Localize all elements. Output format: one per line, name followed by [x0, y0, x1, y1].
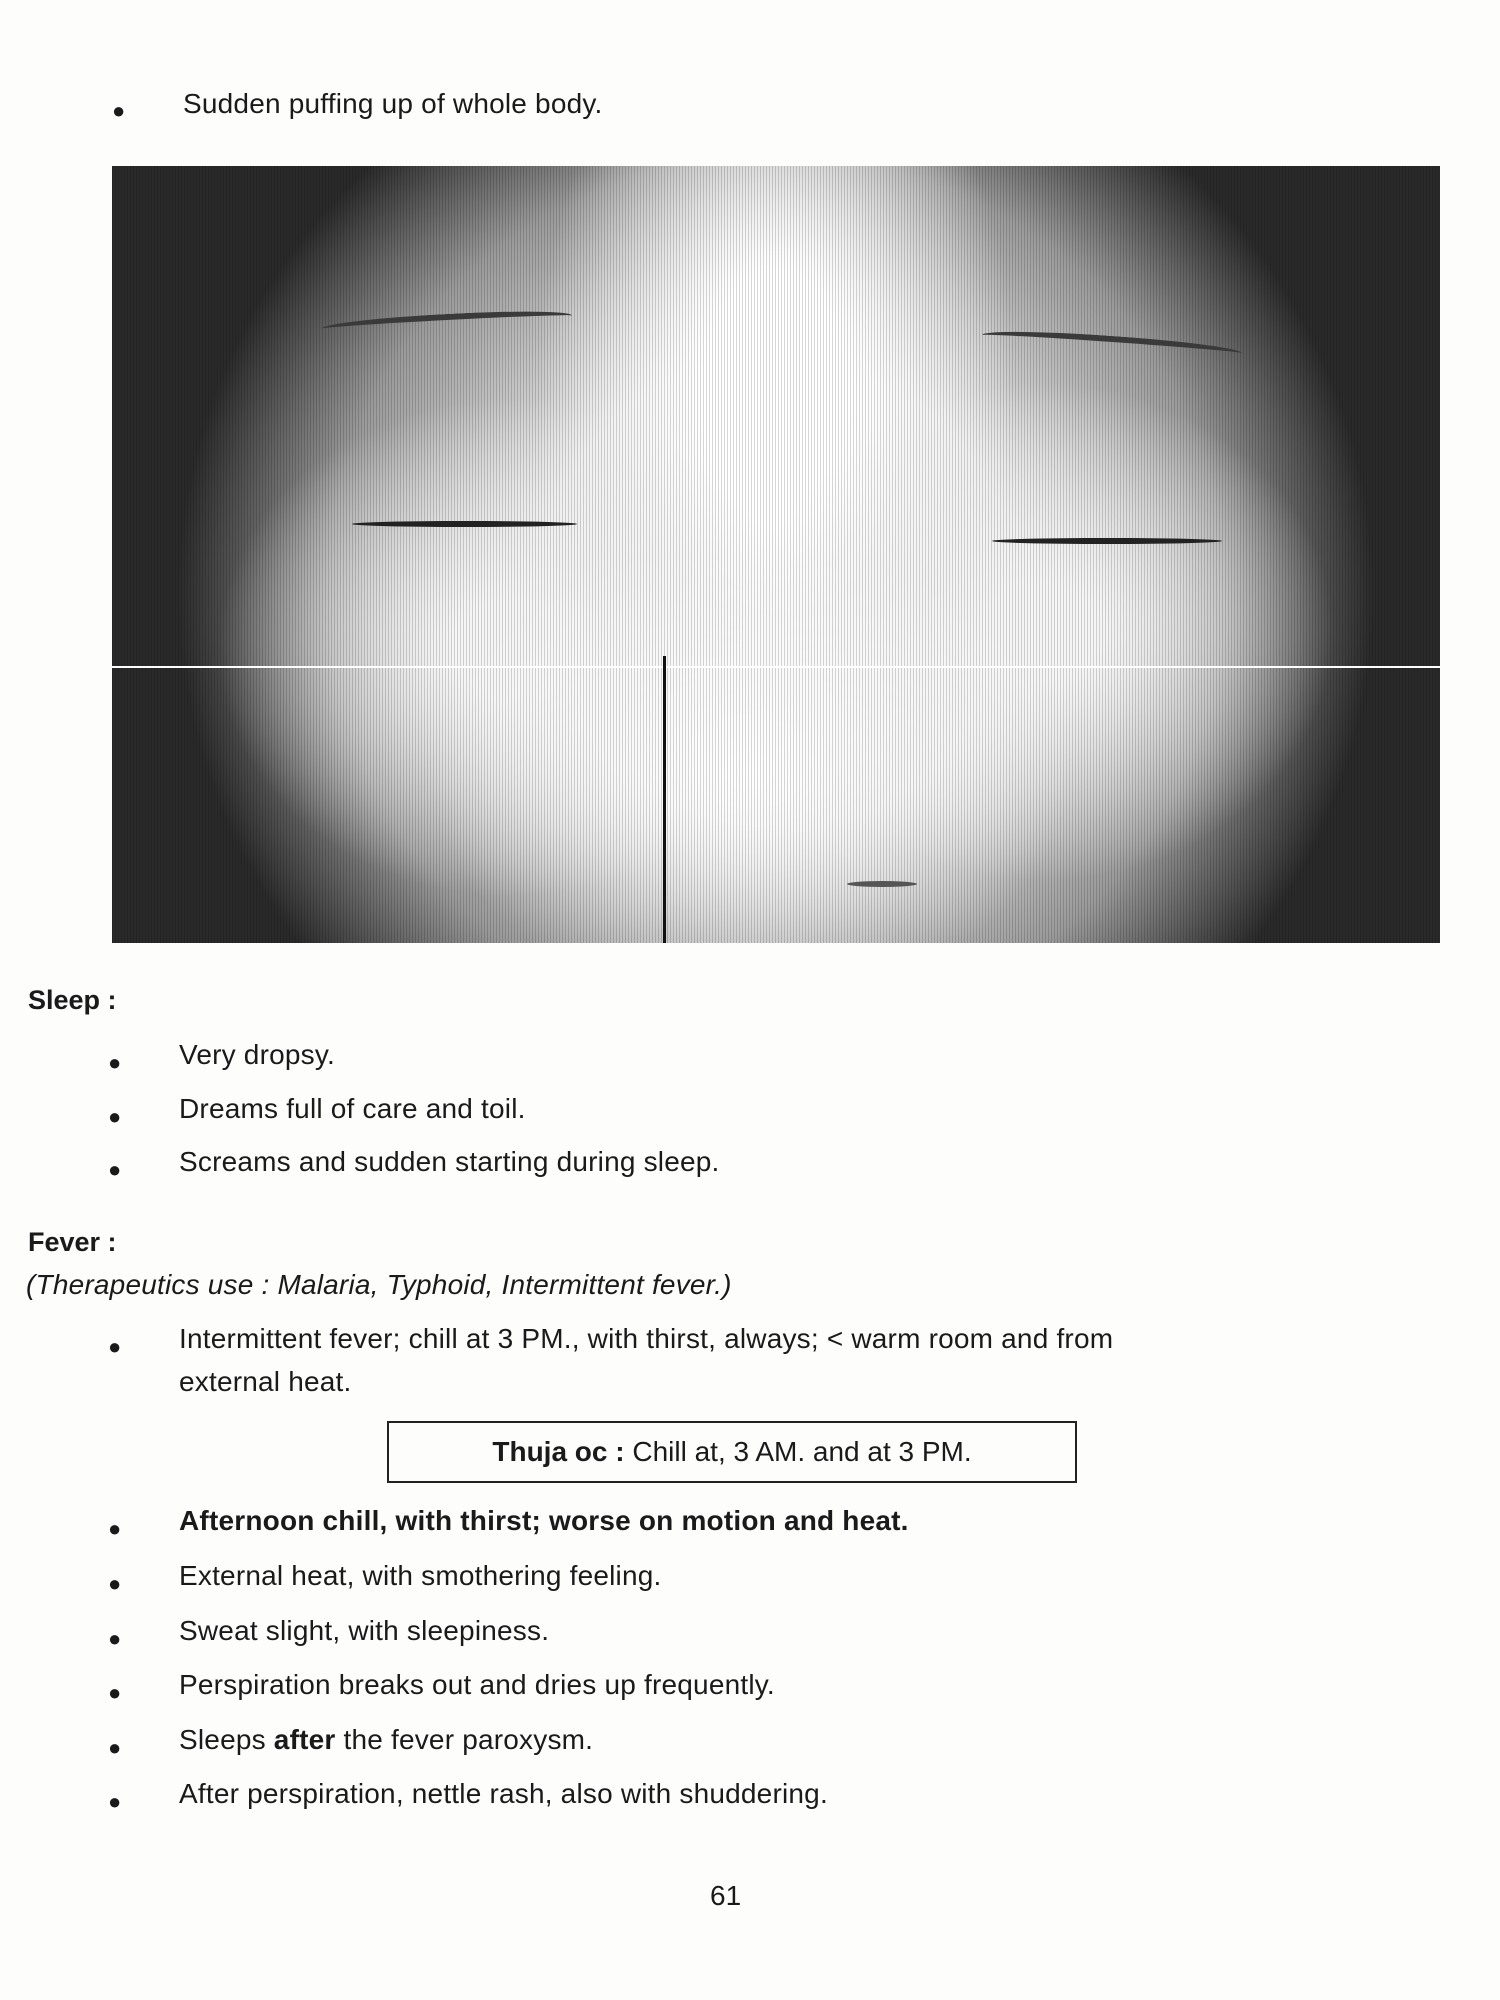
- text: Sleeps: [179, 1724, 274, 1755]
- fever-item: Sweat slight, with sleepiness.: [179, 1615, 550, 1646]
- bullet: ●: [108, 1789, 122, 1814]
- face-photo: [112, 166, 1440, 943]
- fever-item: Afternoon chill, with thirst; worse on motion and heat.: [179, 1505, 909, 1536]
- sleep-item: Screams and sudden starting during sleep.: [179, 1146, 720, 1177]
- fever-item: [179, 1724, 593, 1756]
- sleep-heading: Sleep :: [28, 985, 117, 1015]
- emphasis: after: [273, 1724, 336, 1755]
- left-eye: [352, 521, 577, 527]
- fever-heading: Fever :: [28, 1227, 117, 1257]
- bullet: ●: [108, 1516, 122, 1541]
- bullet: ●: [108, 1050, 122, 1075]
- right-eye: [992, 538, 1222, 544]
- bullet: ●: [108, 1571, 122, 1596]
- intro-bullet-text: Sudden puffing up of whole body.: [183, 88, 603, 119]
- therapeutics-note: (Therapeutics use : Malaria, Typhoid, Intermittent fever.): [26, 1269, 732, 1300]
- sleep-item: Very dropsy.: [179, 1039, 335, 1070]
- bullet: ●: [108, 1334, 122, 1359]
- bullet: ●: [108, 1735, 122, 1760]
- fever-item-continued: external heat.: [179, 1366, 352, 1397]
- text: the fever paroxysm.: [335, 1724, 594, 1755]
- fever-item: External heat, with smothering feeling.: [179, 1560, 662, 1591]
- page-number: 61: [710, 1880, 742, 1911]
- bullet: ●: [108, 1104, 122, 1129]
- bullet: ●: [108, 1157, 122, 1182]
- fever-item: After perspiration, nettle rash, also with shuddering.: [179, 1778, 828, 1809]
- bullet: ●: [108, 1626, 122, 1651]
- thuja-note-box: [387, 1421, 1077, 1483]
- fever-item: Perspiration breaks out and dries up frequently.: [179, 1669, 775, 1700]
- bullet: ●: [108, 1680, 122, 1705]
- bullet: ●: [112, 98, 126, 123]
- thuja-label: Thuja oc :: [492, 1436, 625, 1467]
- sleep-item: Dreams full of care and toil.: [179, 1093, 526, 1124]
- thuja-text: Chill at, 3 AM. and at 3 PM.: [624, 1436, 972, 1467]
- fever-item: Intermittent fever; chill at 3 PM., with thirst, always; < warm room and from: [179, 1323, 1114, 1354]
